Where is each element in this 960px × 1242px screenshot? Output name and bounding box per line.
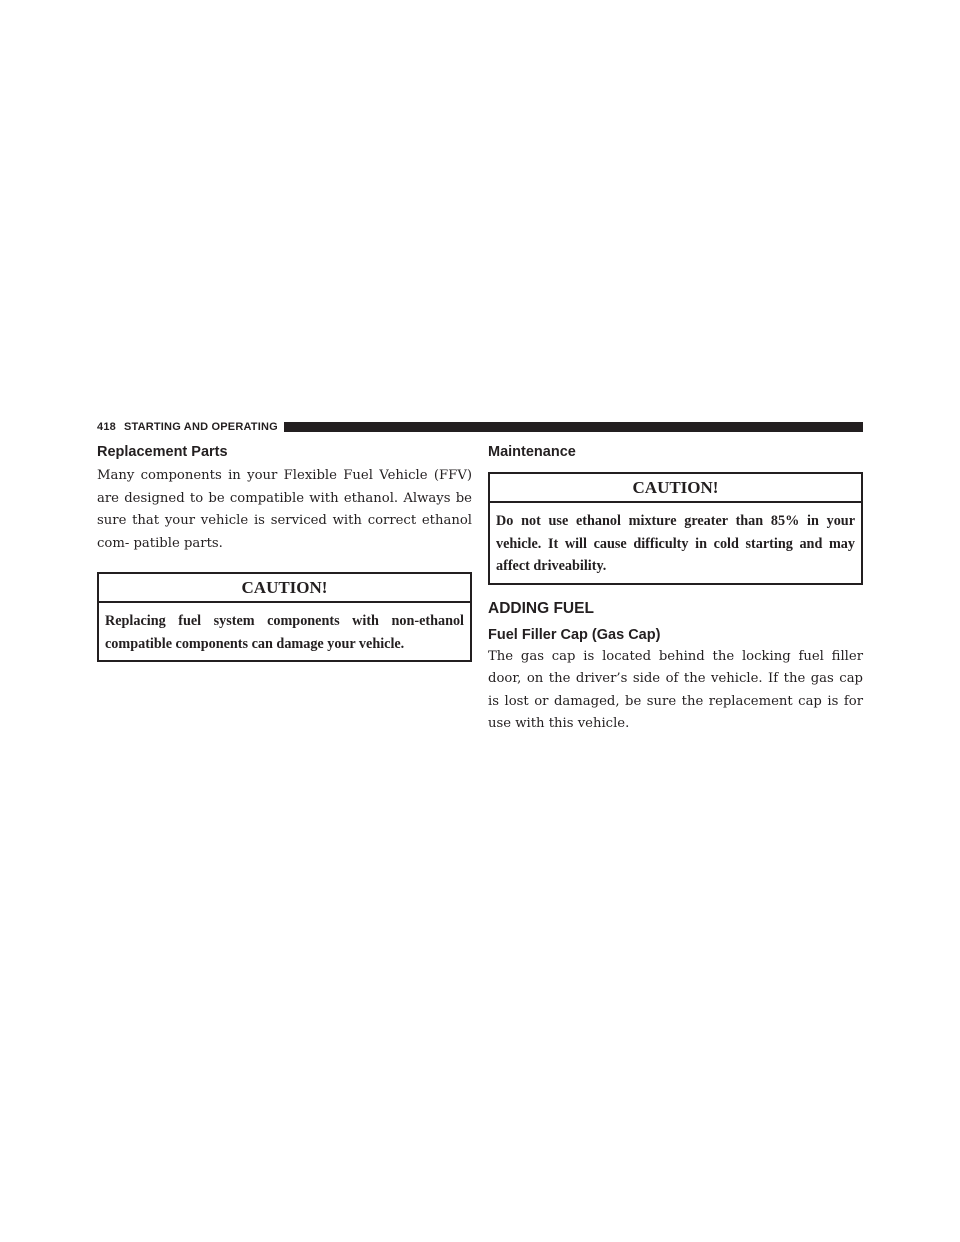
caution-box-right (488, 472, 863, 585)
right-column (488, 443, 863, 736)
running-header (97, 421, 863, 433)
caution-title-left: CAUTION! (99, 574, 470, 603)
maintenance-heading: Maintenance (488, 444, 576, 460)
replacement-parts-paragraph: Many components in your Flexible Fuel Vehicle (FFV) are designed to be compatible with ethanol. Always be sure that your vehicle is serviced with correct ethanol com- patible parts. (97, 468, 472, 551)
replacement-parts-heading: Replacement Parts (97, 444, 228, 460)
page-number: 418 (97, 421, 116, 433)
caution-title-right: CAUTION! (490, 474, 861, 503)
caution-text-left: Replacing fuel system components with non-ethanol compatible components can damage your vehicle. (105, 613, 464, 652)
header-rule (284, 422, 863, 432)
fuel-filler-cap-paragraph: The gas cap is located behind the locking fuel filler door, on the driver’s side of the vehicle. If the gas cap is lost or damaged, be sure the replacement cap is for use with this vehicle. (488, 648, 863, 732)
adding-fuel-heading: ADDING FUEL (488, 599, 594, 617)
fuel-filler-cap-heading: Fuel Filler Cap (Gas Cap) (488, 626, 661, 643)
header-text (97, 421, 278, 433)
section-title: STARTING AND OPERATING (123, 421, 278, 433)
left-column (97, 443, 472, 662)
caution-text-right: Do not use ethanol mixture greater than 85% in your vehicle. It will cause difficulty in cold starting and may affect driveability. (496, 513, 855, 574)
caution-box-left (97, 572, 472, 662)
